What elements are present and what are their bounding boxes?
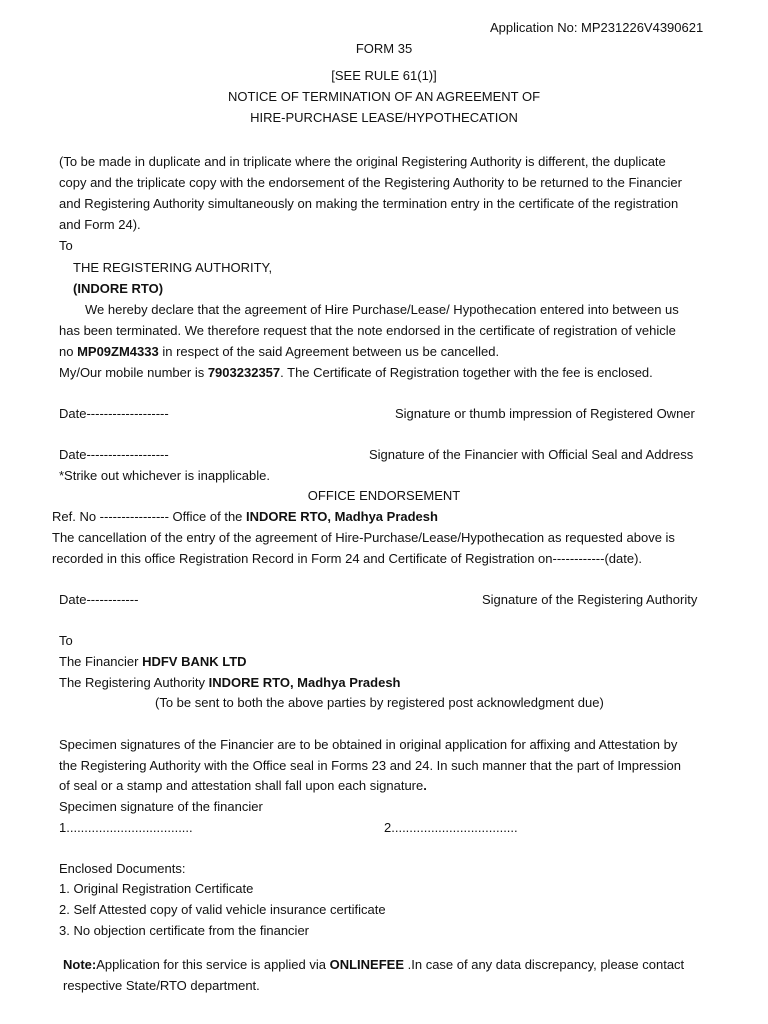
authority-name: INDORE RTO, Madhya Pradesh <box>208 675 401 690</box>
instruction-line: copy and the triplicate copy with the endorsement of the Registering Authority to be returned to the Financier <box>59 175 682 190</box>
instruction-line: and Registering Authority simultaneously on making the termination entry in the certificate of the registration <box>59 196 679 211</box>
declaration-line: We hereby declare that the agreement of Hire Purchase/Lease/ Hypothecation entered into between us <box>85 302 679 317</box>
enclosed-document-item: 2. Self Attested copy of valid vehicle insurance certificate <box>59 902 386 917</box>
office-endorsement-heading: OFFICE ENDORSEMENT <box>307 488 461 503</box>
specimen-text-line: Specimen signatures of the Financier are to be obtained in original application for affixing and Attestation by <box>59 737 678 752</box>
specimen-text-line: the Registering Authority with the Office seal in Forms 23 and 24. In such manner that the part of Impression <box>59 758 681 773</box>
addressee-to: To <box>59 238 73 253</box>
enclosed-documents-heading: Enclosed Documents: <box>59 861 186 876</box>
financier-name: HDFV BANK LTD <box>142 654 247 669</box>
specimen-text-line: of seal or a stamp and attestation shall fall upon each signature. <box>59 778 427 793</box>
footer-note: Note:Application for this service is applied via ONLINEFEE .In case of any data discrepancy, please contact <box>63 957 685 972</box>
addressee-authority: THE REGISTERING AUTHORITY, <box>73 260 273 275</box>
declaration-line: has been terminated. We therefore request that the note endorsed in the certificate of registration of vehicle <box>59 323 676 338</box>
form-title-line1: NOTICE OF TERMINATION OF AN AGREEMENT OF <box>227 89 541 104</box>
owner-signature-label: Signature or thumb impression of Registered Owner <box>395 406 695 421</box>
reference-line: Ref. No ---------------- Office of the INDORE RTO, Madhya Pradesh <box>52 509 438 524</box>
authority-date: Date------------ <box>59 592 139 607</box>
declaration-line: no MP09ZM4333 in respect of the said Agreement between us be cancelled. <box>59 344 500 359</box>
endorsement-line: The cancellation of the entry of the agreement of Hire-Purchase/Lease/Hypothecation as requested above is <box>52 530 675 545</box>
footer-note-line2: respective State/RTO department. <box>63 978 260 993</box>
vehicle-number: MP09ZM4333 <box>77 344 159 359</box>
strike-out-note: *Strike out whichever is inapplicable. <box>59 468 270 483</box>
specimen-signature-1: 1................................... <box>59 820 193 835</box>
recipients-to: To <box>59 633 73 648</box>
mobile-line: My/Our mobile number is 7903232357. The Certificate of Registration together with the fee is enclosed. <box>59 365 653 380</box>
specimen-signature-2: 2................................... <box>384 820 518 835</box>
enclosed-document-item: 3. No objection certificate from the financier <box>59 923 310 938</box>
endorsing-office: INDORE RTO, Madhya Pradesh <box>246 509 438 524</box>
mobile-number: 7903232357 <box>207 365 281 380</box>
postal-note: (To be sent to both the above parties by registered post acknowledgment due) <box>155 695 604 710</box>
rule-reference: [SEE RULE 61(1)] <box>331 68 437 83</box>
recipient-financier: The Financier HDFV BANK LTD <box>59 654 247 669</box>
owner-date: Date------------------- <box>59 406 169 421</box>
application-number: Application No: MP231226V4390621 <box>490 20 704 35</box>
enclosed-document-item: 1. Original Registration Certificate <box>59 881 254 896</box>
authority-signature-label: Signature of the Registering Authority <box>482 592 698 607</box>
instruction-line: and Form 24). <box>59 217 141 232</box>
endorsement-line: recorded in this office Registration Record in Form 24 and Certificate of Registration on------------(date). <box>52 551 643 566</box>
financier-date: Date------------------- <box>59 447 169 462</box>
payment-channel: ONLINEFEE <box>329 957 405 972</box>
financier-signature-label: Signature of the Financier with Official Seal and Address <box>369 447 694 462</box>
recipient-authority: The Registering Authority INDORE RTO, Madhya Pradesh <box>59 675 401 690</box>
addressee-rto: (INDORE RTO) <box>73 281 164 296</box>
form-number: FORM 35 <box>355 41 413 56</box>
instruction-line: (To be made in duplicate and in triplicate where the original Registering Authority is different, the duplicate <box>59 154 666 169</box>
note-label: Note: <box>63 957 97 972</box>
specimen-signature-label: Specimen signature of the financier <box>59 799 263 814</box>
form-title-line2: HIRE-PURCHASE LEASE/HYPOTHECATION <box>250 110 518 125</box>
